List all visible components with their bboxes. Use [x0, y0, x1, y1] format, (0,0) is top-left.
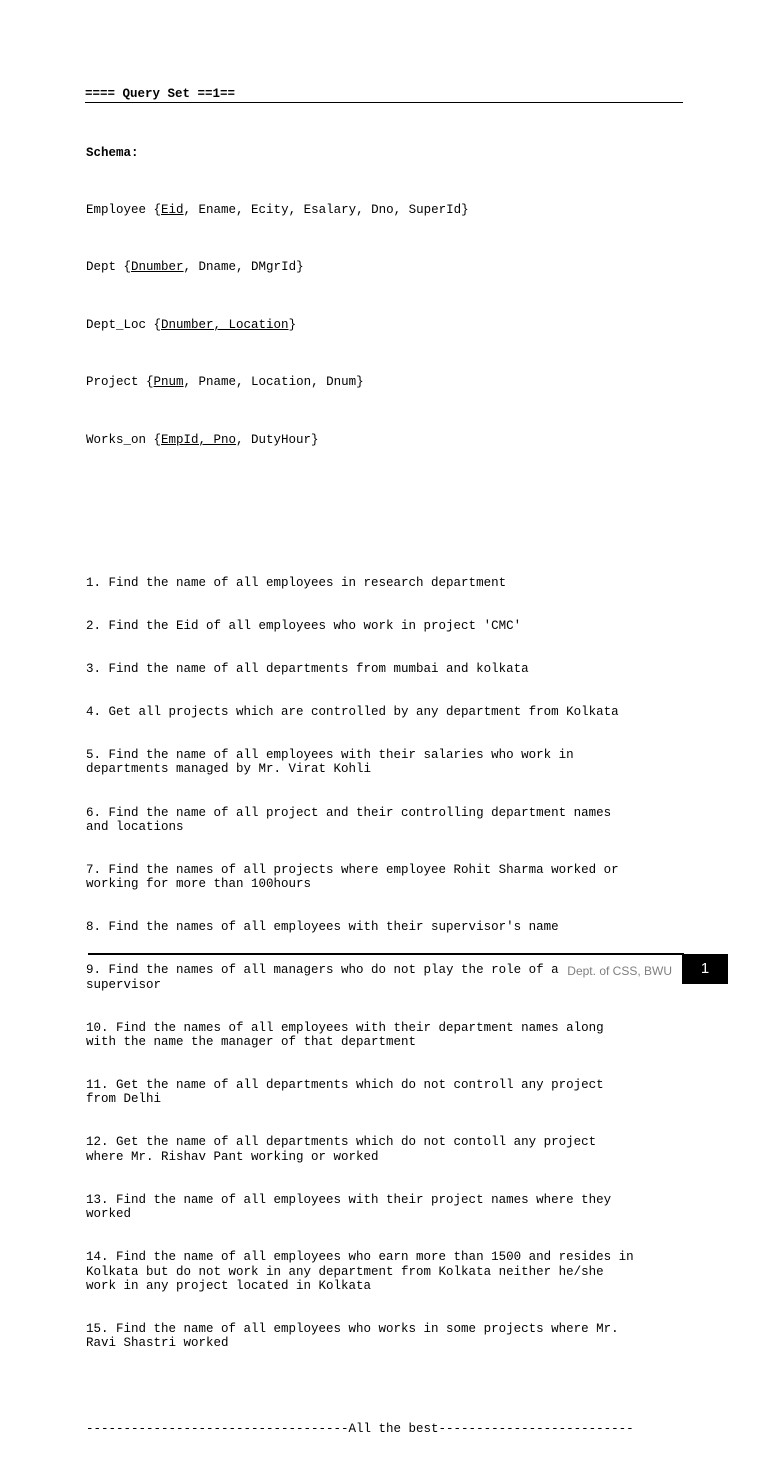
question-item: 10. Find the names of all employees with their department names along with the name the manager of that department — [86, 1020, 604, 1049]
question-item: 15. Find the name of all employees who works in some projects where Mr. Ravi Shastri worked — [86, 1321, 619, 1351]
attributes: , Pname, Location, Dnum} — [183, 375, 364, 390]
brace: { — [138, 375, 154, 390]
schema-line-employee — [86, 203, 686, 217]
primary-key: Dnumber — [131, 260, 184, 275]
schema-line-dept — [86, 260, 686, 274]
primary-key: Dnumber, Location — [161, 317, 289, 332]
brace: { — [146, 432, 162, 447]
brace: { — [146, 203, 162, 218]
question-item: 13. Find the name of all employees with their project names where they worked — [86, 1192, 612, 1222]
attributes: , Dname, DMgrId} — [183, 260, 304, 275]
question-item: 2. Find the Eid of all employees who work in project 'CMC' — [86, 619, 522, 634]
primary-key: Pnum — [153, 375, 184, 390]
query-set-title: ==== Query Set ==1== — [85, 87, 683, 103]
table-name: Dept_Loc — [86, 317, 147, 332]
question-item: 12. Get the name of all departments which do not contoll any project where Mr. Rishav Pant working or worked — [86, 1135, 597, 1164]
schema-line-project — [86, 375, 686, 389]
brace: { — [116, 260, 132, 275]
primary-key: EmpId, Pno — [161, 432, 237, 447]
question-item: 4. Get all projects which are controlled by any department from Kolkata — [86, 705, 619, 720]
brace: { — [146, 317, 162, 332]
document-body — [86, 117, 686, 1465]
question-item: 11. Get the name of all departments which do not controll any project from Delhi — [86, 1078, 604, 1107]
attributes: , DutyHour} — [236, 432, 319, 447]
attributes: } — [288, 317, 297, 332]
table-name: Employee — [86, 203, 147, 218]
spacer — [86, 490, 686, 504]
question-item: 5. Find the name of all employees with their salaries who work in departments managed by Mr. Virat Kohli — [86, 748, 574, 777]
table-name: Project — [86, 375, 139, 390]
question-item: 1. Find the name of all employees in research department — [86, 576, 507, 590]
question-item: 14. Find the name of all employees who earn more than 1500 and resides in Kolkata but do not work in any department from Kolkata neither he/she work in any project located in Kolkata — [86, 1250, 634, 1293]
footer-department: Dept. of CSS, BWU — [567, 964, 672, 978]
page-number: 1 — [682, 954, 728, 984]
question-item: 6. Find the name of all project and their controlling department names and locations — [86, 805, 612, 834]
schema-line-works-on — [86, 433, 686, 447]
schema-line-dept-loc — [86, 318, 686, 332]
question-item: 7. Find the names of all projects where employee Rohit Sharma worked or working for more than 100hours — [86, 862, 619, 892]
closing-line: -----------------------------------All the best-------------------------- — [86, 1422, 634, 1437]
question-item: 9. Find the names of all managers who do not play the role of a supervisor — [86, 963, 559, 992]
footer-divider — [88, 953, 684, 955]
primary-key: Eid — [161, 203, 184, 218]
table-name: Dept — [86, 260, 117, 275]
question-item: 8. Find the names of all employees with their supervisor's name — [86, 920, 559, 935]
question-item: 3. Find the name of all departments from mumbai and kolkata — [86, 662, 529, 677]
attributes: , Ename, Ecity, Esalary, Dno, SuperId} — [183, 203, 469, 218]
schema-heading: Schema: — [86, 145, 139, 160]
table-name: Works_on — [86, 432, 147, 447]
